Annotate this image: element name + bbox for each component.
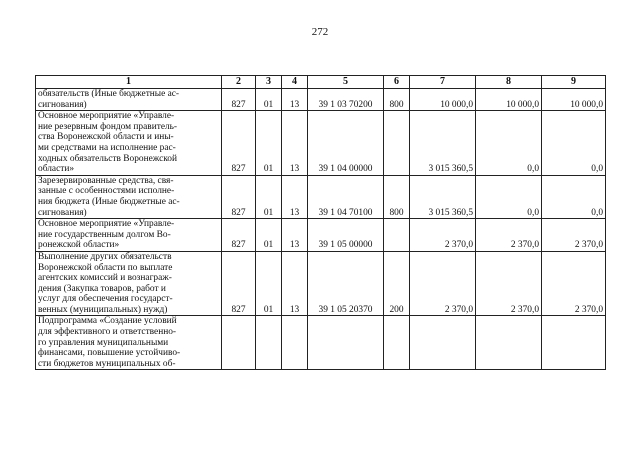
section-code: 01 (256, 219, 282, 252)
amount-year-1: 2 370,0 (410, 251, 476, 316)
header-cell: 3 (256, 76, 282, 89)
row-name: Основное мероприятие «Управле- ние государственным долгом Во- ронежской области» (36, 219, 222, 252)
expense-type-code (384, 111, 410, 176)
target-article-code: 39 1 05 20370 (308, 251, 384, 316)
ved-code: 827 (222, 251, 256, 316)
header-cell: 5 (308, 76, 384, 89)
header-cell: 1 (36, 76, 222, 89)
amount-year-1: 3 015 360,5 (410, 175, 476, 218)
section-code: 01 (256, 175, 282, 218)
header-cell: 4 (282, 76, 308, 89)
subsection-code: 13 (282, 111, 308, 176)
ved-code (222, 316, 256, 370)
subsection-code: 13 (282, 89, 308, 111)
ved-code: 827 (222, 219, 256, 252)
row-name: обязательств (Иные бюджетные ас- сигнования) (36, 89, 222, 111)
expense-type-code: 800 (384, 89, 410, 111)
amount-year-3: 10 000,0 (542, 89, 606, 111)
header-cell: 8 (476, 76, 542, 89)
amount-year-3: 0,0 (542, 175, 606, 218)
amount-year-1 (410, 316, 476, 370)
section-code: 01 (256, 89, 282, 111)
amount-year-2: 2 370,0 (476, 219, 542, 252)
ved-code: 827 (222, 111, 256, 176)
amount-year-3: 2 370,0 (542, 251, 606, 316)
table-row (36, 111, 606, 176)
row-name: Зарезервированные средства, свя- занные с особенностями исполне- ния бюджета (Иные бюджетные ас- сигнования) (36, 175, 222, 218)
subsection-code: 13 (282, 219, 308, 252)
header-cell: 7 (410, 76, 476, 89)
target-article-code: 39 1 04 00000 (308, 111, 384, 176)
table-row (36, 219, 606, 252)
expense-type-code: 200 (384, 251, 410, 316)
section-code (256, 316, 282, 370)
ved-code: 827 (222, 89, 256, 111)
amount-year-2: 2 370,0 (476, 251, 542, 316)
amount-year-2 (476, 316, 542, 370)
target-article-code: 39 1 03 70200 (308, 89, 384, 111)
target-article-code: 39 1 05 00000 (308, 219, 384, 252)
row-name: Основное мероприятие «Управле- ние резервным фондом правитель- ства Воронежской области и ины- ми средствами на исполнение рас- ходных обязательств Воронежской области» (36, 111, 222, 176)
amount-year-3 (542, 316, 606, 370)
expense-type-code (384, 316, 410, 370)
amount-year-1: 2 370,0 (410, 219, 476, 252)
expense-type-code (384, 219, 410, 252)
amount-year-2: 10 000,0 (476, 89, 542, 111)
amount-year-2: 0,0 (476, 111, 542, 176)
header-cell: 2 (222, 76, 256, 89)
table-row (36, 251, 606, 316)
amount-year-1: 3 015 360,5 (410, 111, 476, 176)
subsection-code: 13 (282, 175, 308, 218)
amount-year-1: 10 000,0 (410, 89, 476, 111)
table-row (36, 89, 606, 111)
subsection-code: 13 (282, 251, 308, 316)
amount-year-3: 0,0 (542, 111, 606, 176)
page-number: 272 (311, 26, 329, 38)
header-row (36, 76, 606, 89)
header-cell: 6 (384, 76, 410, 89)
amount-year-2: 0,0 (476, 175, 542, 218)
section-code: 01 (256, 111, 282, 176)
row-name: Выполнение других обязательств Воронежской области по выплате агентских комиссий и вознаграж- дения (Закупка товаров, работ и услуг для обеспечения государст- венных (муниципальных) нужд) (36, 251, 222, 316)
ved-code: 827 (222, 175, 256, 218)
subsection-code (282, 316, 308, 370)
amount-year-3: 2 370,0 (542, 219, 606, 252)
table-row (36, 316, 606, 370)
expense-type-code: 800 (384, 175, 410, 218)
header-cell: 9 (542, 76, 606, 89)
budget-table (35, 75, 606, 370)
row-name: Подпрограмма «Создание условий для эффективного и ответственно- го управления муниципальными финансами, повышение устойчиво- сти бюджетов муниципальных об- (36, 316, 222, 370)
target-article-code: 39 1 04 70100 (308, 175, 384, 218)
target-article-code (308, 316, 384, 370)
section-code: 01 (256, 251, 282, 316)
table-row (36, 175, 606, 218)
